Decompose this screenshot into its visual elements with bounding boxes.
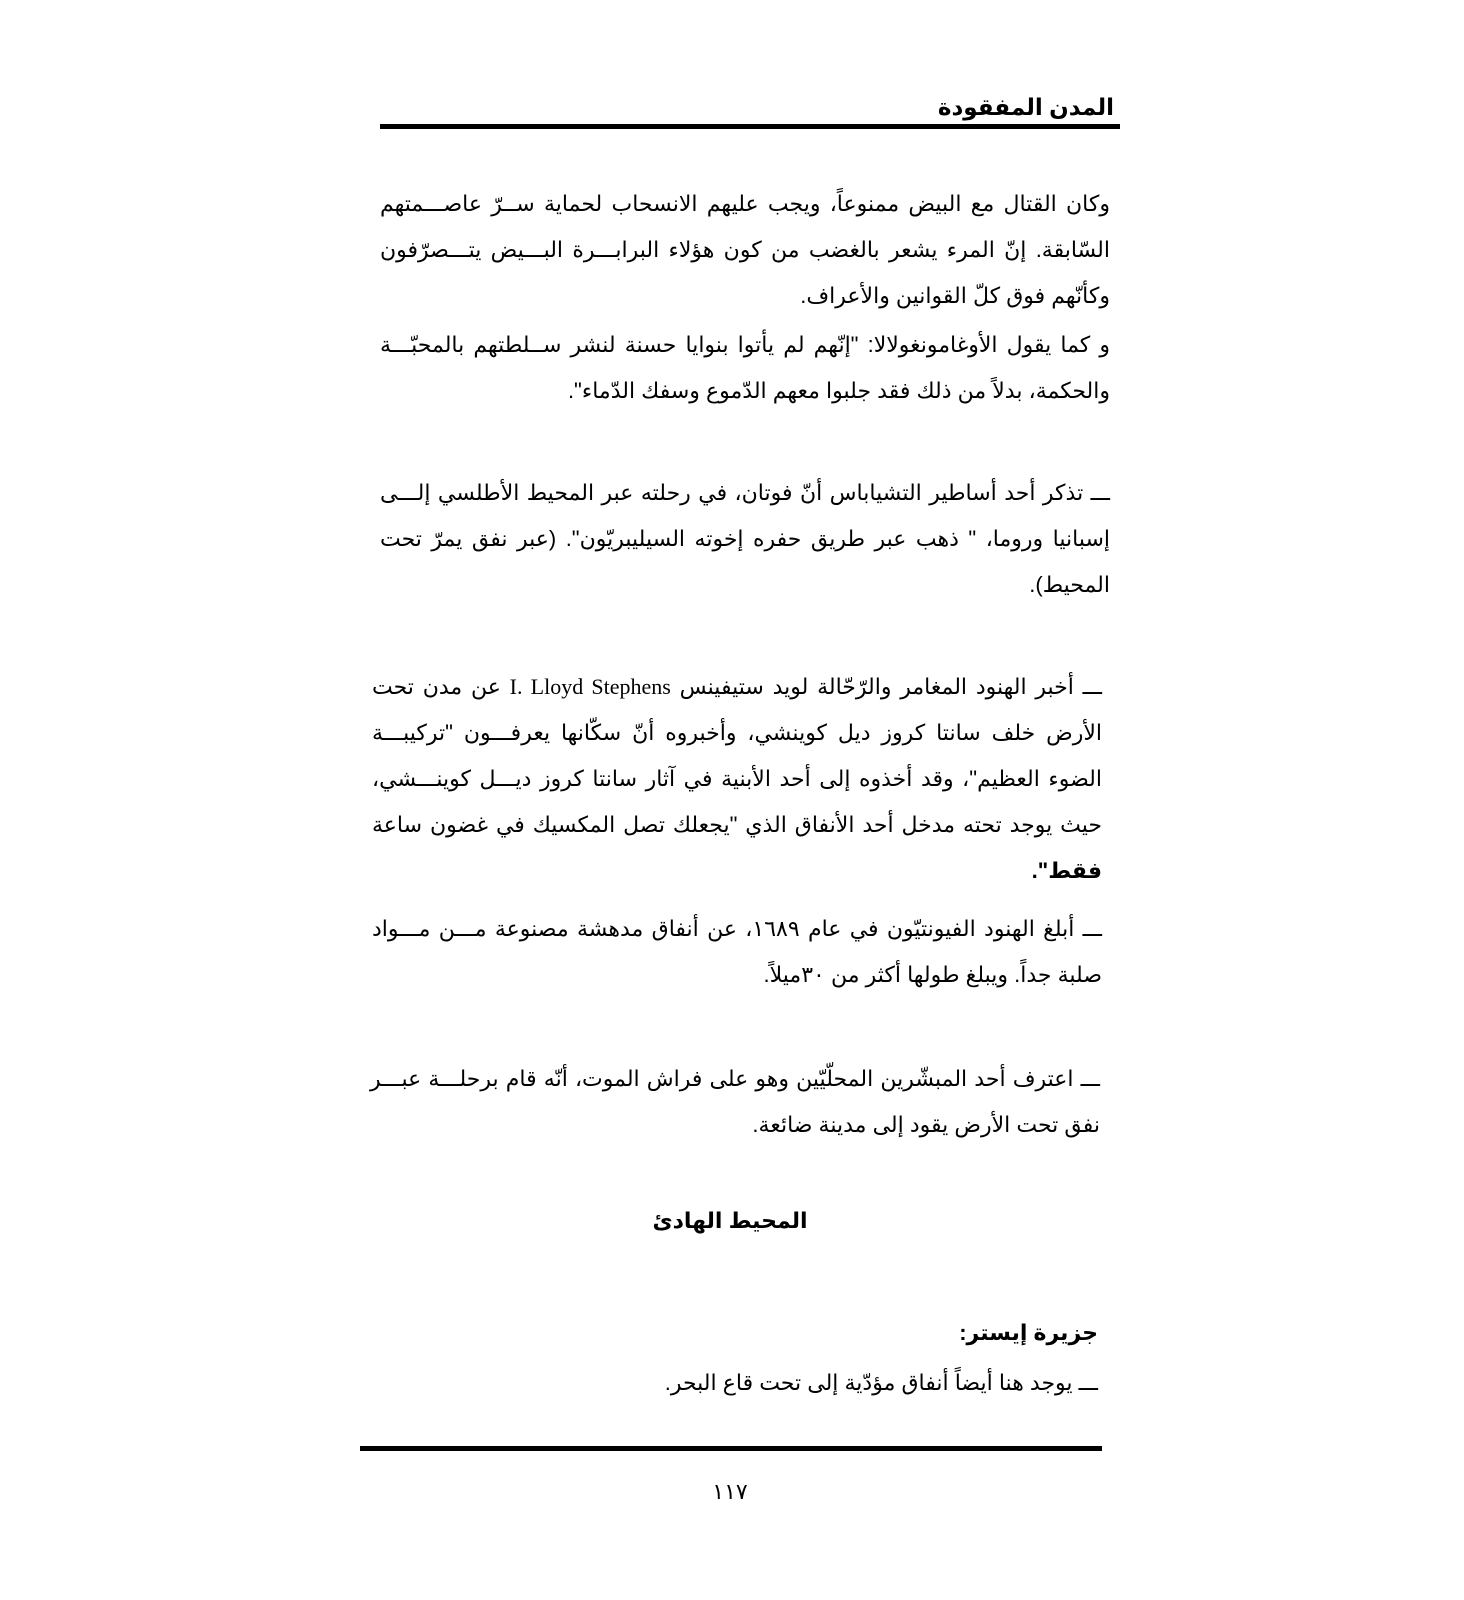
text-line: السّابقة. إنّ المرء يشعر بالغضب من كون هؤلاء البرابـــرة البـــيض يتـــصرّفون [380,237,1110,262]
paragraph-2 [380,322,1110,414]
subsection-paragraph [368,1360,1098,1406]
paragraph-1 [380,181,1110,319]
book-page [360,0,1120,1600]
text-line: ـــ أبلغ الهنود الفيونتيّون في عام ١٦٨٩، عن أنفاق مدهشة مصنوعة مـــن مـــواد [372,916,1102,941]
person-name-latin: I. Lloyd Stephens [509,674,671,699]
paragraph-3 [380,470,1110,608]
section-heading: المحيط الهادئ [652,1208,808,1233]
text-line: فقط". [1031,858,1102,883]
page-number: ١١٧ [712,1480,748,1505]
text-line: إسبانيا وروما، " ذهب عبر طريق حفره إخوته السيليبريّون". (عبر نفق يمرّ تحت [380,526,1110,551]
text-line: وكان القتال مع البيض ممنوعاً، ويجب عليهم الانسحاب لحماية ســرّ عاصـــمتهم [380,191,1110,216]
text-line: نفق تحت الأرض يقود إلى مدينة ضائعة. [752,1112,1100,1137]
text-line: وكأنّهم فوق كلّ القوانين والأعراف. [800,283,1110,308]
paragraph-5 [372,906,1102,998]
paragraph-6 [370,1056,1100,1148]
text-run: عن مدن تحت [372,674,510,699]
paragraph-4 [372,664,1102,894]
running-title: المدن المفقودة [937,94,1114,120]
text-line: صلبة جداً. ويبلغ طولها أكثر من ٣٠ميلاً. [763,962,1102,987]
text-line: المحيط). [1029,572,1110,597]
header-rule [380,124,1120,129]
text-line: والحكمة، بدلاً من ذلك فقد جلبوا معهم الدّموع وسفك الدّماء". [567,378,1110,403]
footer-rule [360,1446,1102,1451]
subsection-heading: جزيرة إيستر: [959,1320,1098,1345]
text-line: حيث يوجد تحته مدخل أحد الأنفاق الذي "يجعلك تصل المكسيك في غضون ساعة [372,812,1102,837]
text-line: الأرض خلف سانتا كروز ديل كوينشي، وأخبروه أنّ سكّانها يعرفـــون "تركيبـــة [372,720,1102,745]
text-line: ـــ يوجد هنا أيضاً أنفاق مؤدّية إلى تحت قاع البحر. [664,1370,1098,1395]
text-line: الضوء العظيم"، وقد أخذوه إلى أحد الأبنية في آثار سانتا كروز ديـــل كوينـــشي، [372,766,1102,791]
text-line [372,664,1102,710]
text-line: و كما يقول الأوغامونغولالا: "إنّهم لم يأتوا بنوايا حسنة لنشر ســلطتهم بالمحبّـــة [380,332,1110,357]
text-line: ـــ تذكر أحد أساطير التشياباس أنّ فوتان، في رحلته عبر المحيط الأطلسي إلـــى [380,480,1110,505]
text-run: ـــ أخبر الهنود المغامر والرّحّالة لويد ستيفينس [670,674,1102,699]
text-line: ـــ اعترف أحد المبشّرين المحلّيّين وهو على فراش الموت، أنّه قام برحلـــة عبـــر [370,1066,1100,1091]
